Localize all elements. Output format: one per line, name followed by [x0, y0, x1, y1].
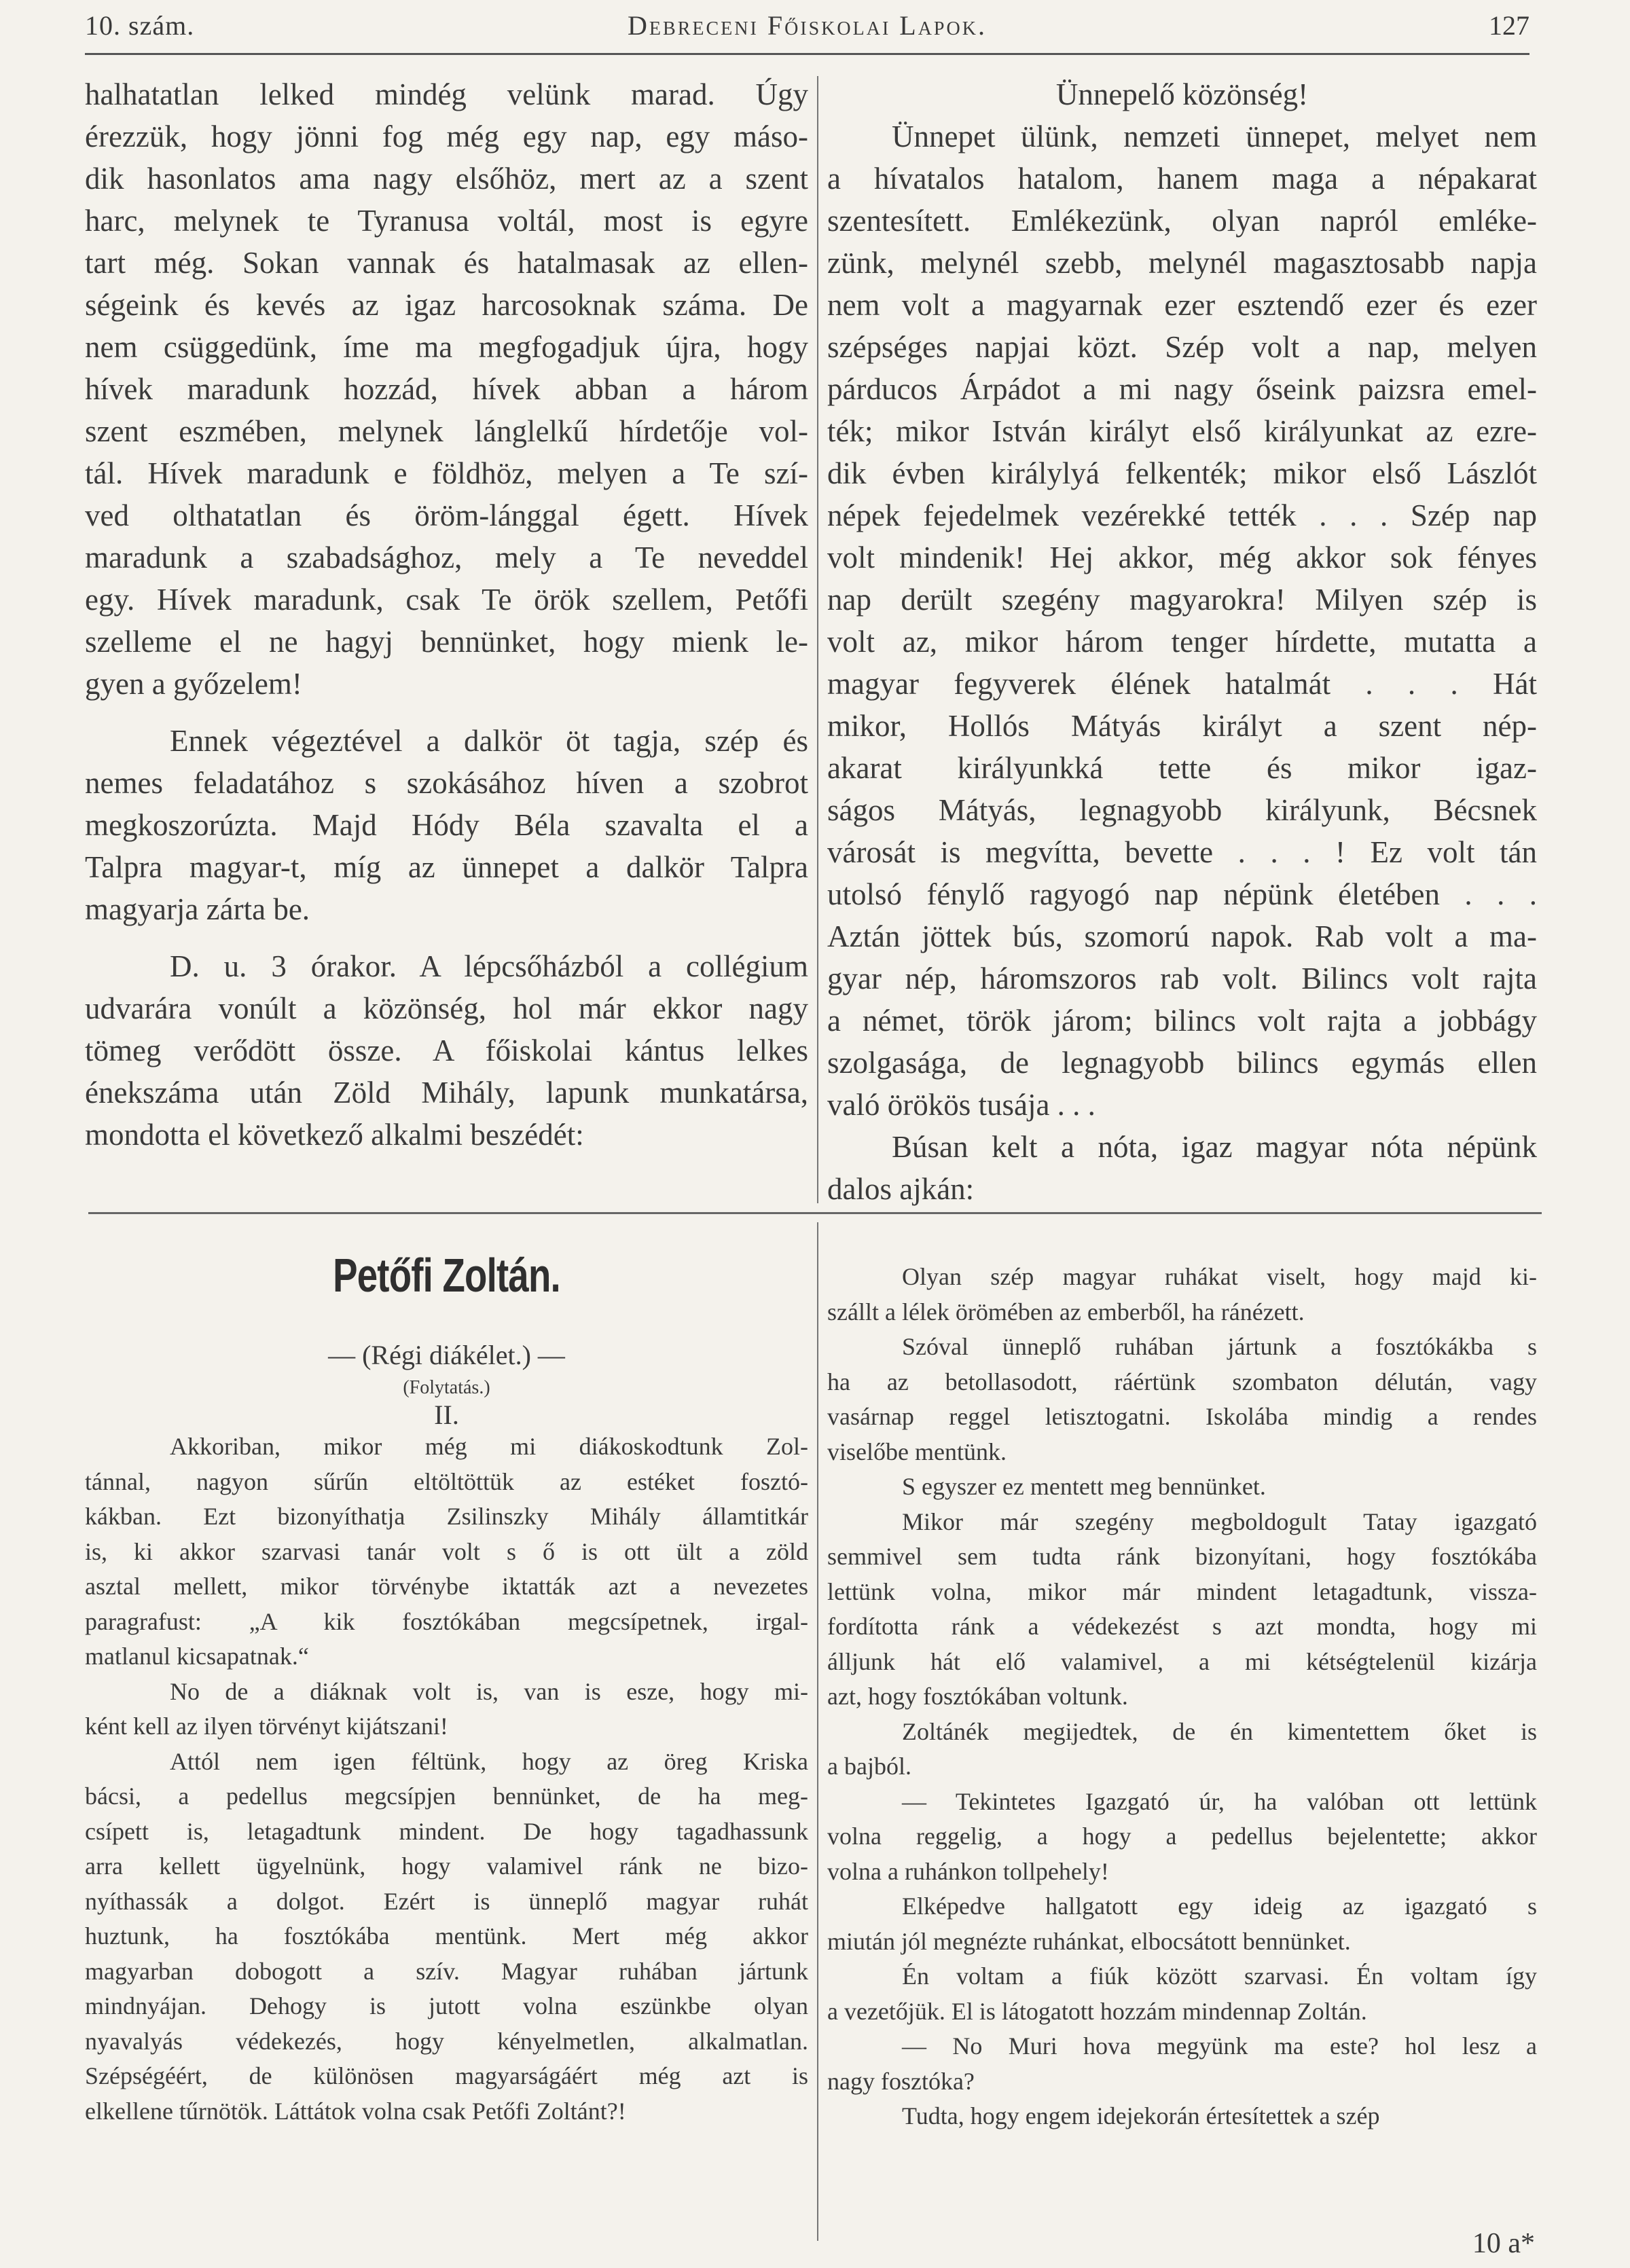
- text-line: zünk, melynél szebb, melynél magasztosabb napja: [827, 246, 1537, 280]
- text-line: magyar fegyverek élének hatalmát . . . Hát: [827, 667, 1537, 701]
- text-line: nem csüggedünk, íme ma megfogadjuk újra, hogy: [85, 330, 808, 364]
- running-head: [85, 10, 1529, 55]
- bottom-right-column: [827, 1260, 1537, 2134]
- text-line: fordította ránk a védekezést s azt mondta, hogy mi: [827, 1613, 1537, 1640]
- paragraph: [827, 1330, 1537, 1469]
- text-line: vasárnap reggel letisztogatni. Iskolába mindig a rendes: [827, 1403, 1537, 1430]
- paragraph: [85, 1744, 808, 2129]
- paragraph: [827, 73, 1537, 115]
- text-line: mondotta el következő alkalmi beszédét:: [85, 1118, 584, 1152]
- article-title: Petőfi Zoltán.: [333, 1249, 560, 1302]
- text-line: kákban. Ezt bizonyíthatja Zsilinszky Mihály államtitkár: [85, 1503, 808, 1530]
- text-line: asztal mellett, mikor törvénybe iktatták azt a nevezetes: [85, 1573, 808, 1600]
- text-line: szolgasága, de legnagyobb bilincs egymás ellen: [827, 1046, 1537, 1080]
- text-line: városát is megvítta, bevette . . . ! Ez volt tán: [827, 835, 1537, 869]
- text-line: akarat királyunkká tette és mikor igaz-: [827, 751, 1537, 785]
- article-subtitle: — (Régi diákélet.) —: [328, 1340, 565, 1370]
- text-line: ték; mikor István királyt első királyunkat az ezre-: [827, 414, 1537, 448]
- text-line: Mikor már szegény megboldogult Tatay igazgató: [902, 1507, 1537, 1535]
- text-line: a német, török járom; bilincs volt rajta a jobbágy: [827, 1004, 1537, 1038]
- text-line: tart még. Sokan vannak és hatalmasak az ellen-: [85, 246, 808, 280]
- text-line: elkellene tűrnötök. Láttátok volna csak Petőfi Zoltánt?!: [85, 2097, 626, 2125]
- text-line: dalos ajkán:: [827, 1172, 975, 1206]
- text-line: volt mindenik! Hej akkor, még akkor sok fényes: [827, 541, 1537, 574]
- paragraph: [827, 115, 1537, 1126]
- text-line: volna reggelig, a hogy a pedellus bejelentette; akkor: [827, 1823, 1537, 1850]
- text-line: megkoszorúzta. Majd Hódy Béla szavalta el a: [85, 808, 808, 842]
- text-line: Olyan szép magyar ruhákat viselt, hogy majd ki-: [902, 1263, 1537, 1290]
- text-line: volt az, mikor három tenger hírdette, mutatta a: [827, 625, 1537, 659]
- text-line: szépséges napjai közt. Szép volt a nap, melyen: [827, 330, 1537, 364]
- text-line: D. u. 3 órakor. A lépcsőházból a collégium: [170, 949, 808, 983]
- text-line: utolsó fénylő ragyogó nap népünk életében . . .: [827, 877, 1537, 911]
- top-left-column: [85, 73, 808, 1156]
- text-line: a bajból.: [827, 1753, 911, 1780]
- text-line: a vezetőjük. El is látogatott hozzám mindennap Zoltán.: [827, 1997, 1367, 2025]
- text-line: tál. Hívek maradunk e földhöz, melyen a Te szí-: [85, 456, 808, 490]
- text-line: Búsan kelt a nóta, igaz magyar nóta népünk: [892, 1130, 1537, 1164]
- paragraph: [827, 1126, 1537, 1210]
- text-line: nagy fosztóka?: [827, 2067, 975, 2095]
- text-line: — Tekintetes Igazgató úr, ha valóban ott lettünk: [902, 1787, 1537, 1815]
- text-line: ségeink és kevés az igaz harcosoknak száma. De: [85, 288, 808, 322]
- text-line: — No Muri hova megyünk ma este? hol lesz a: [902, 2032, 1537, 2060]
- text-line: hívek maradunk hozzád, hívek abban a három: [85, 372, 808, 406]
- text-line: Szépségéért, de különösen magyarságáért még azt is: [85, 2062, 808, 2089]
- text-line: Ennek végeztével a dalkör öt tagja, szép és: [170, 724, 808, 758]
- text-line: gyar nép, háromszoros rab volt. Bilincs volt rajta: [827, 962, 1537, 995]
- text-line: nemes feladatához s szokásához híven a szobrot: [85, 766, 808, 800]
- text-line: ságos Mátyás, legnagyobb királyunk, Bécsnek: [827, 793, 1537, 827]
- text-line: maradunk a szabadsághoz, mely a Te neveddel: [85, 541, 808, 574]
- text-line: lettünk volna, mikor már mindent letagadtunk, vissza-: [827, 1577, 1537, 1605]
- column-divider-top: [817, 76, 818, 1203]
- text-line: halhatatlan lelked mindég velünk marad. Úgy: [85, 77, 808, 111]
- text-line: Aztán jöttek bús, szomorú napok. Rab volt a ma-: [827, 919, 1537, 953]
- text-line: tánnal, nagyon sűrűn eltöltöttük az estéket fosztó-: [85, 1467, 808, 1495]
- text-line: ved olthatatlan és öröm-lánggal égett. Hívek: [85, 498, 808, 532]
- text-line: nem volt a magyarnak ezer esztendő ezer és ezer: [827, 288, 1537, 322]
- text-line: Ünnepelő közönség!: [1055, 77, 1309, 111]
- section-divider: [88, 1212, 1542, 1214]
- journal-title: Debreceni Főiskolai Lapok.: [628, 10, 987, 41]
- text-line: magyarban dobogott a szív. Magyar ruhában jártunk: [85, 1957, 808, 1985]
- text-line: a hívatalos hatalom, hanem maga a népakarat: [827, 162, 1537, 196]
- text-line: bácsi, a pedellus megcsípjen bennünket, de ha meg-: [85, 1782, 808, 1810]
- text-line: érezzük, hogy jönni fog még egy nap, egy máso-: [85, 120, 808, 153]
- continuation-note: (Folytatás.): [403, 1377, 490, 1398]
- text-line: paragrafust: „A kik fosztókában megcsípetnek, irgal-: [85, 1607, 808, 1635]
- text-line: viselőbe mentünk.: [827, 1438, 1007, 1465]
- page-number: 127: [1489, 10, 1529, 41]
- text-line: nap derült szegény magyarokra! Milyen szép is: [827, 583, 1537, 617]
- text-line: huztunk, ha fosztókába mentünk. Mert még akkor: [85, 1922, 808, 1950]
- text-line: gyen a győzelem!: [85, 667, 302, 701]
- paragraph: [827, 1959, 1537, 2029]
- paragraph: [827, 2029, 1537, 2099]
- paragraph: [85, 1675, 808, 1744]
- text-line: népek fejedelmek vezérekké tették . . . Szép nap: [827, 498, 1537, 532]
- text-line: Talpra magyar-t, míg az ünnepet a dalkör Talpra: [85, 850, 808, 884]
- paragraph: [85, 945, 808, 1156]
- text-line: szentesített. Emlékezünk, olyan napról emléke-: [827, 204, 1537, 238]
- text-line: Elképedve hallgatott egy ideig az igazgató s: [902, 1892, 1537, 1920]
- paragraph: [827, 1715, 1537, 1785]
- text-line: No de a diáknak volt is, van is esze, hogy mi-: [170, 1677, 808, 1705]
- text-line: nyavalyás védekezés, hogy kényelmetlen, alkalmatlan.: [85, 2027, 808, 2055]
- paragraph: [827, 1469, 1537, 1505]
- text-line: párducos Árpádot a mi nagy őseink paizsra emel-: [827, 372, 1537, 406]
- text-line: álljunk hát elő valamivel, a mi kétségtelenül kizárja: [827, 1647, 1537, 1675]
- issue-number: 10. szám.: [85, 10, 195, 41]
- text-line: azt, hogy fosztókában voltunk.: [827, 1683, 1128, 1710]
- text-line: egy. Hívek maradunk, csak Te örök szellem, Petőfi: [85, 583, 808, 617]
- text-line: szent eszmében, melynek lánglelkű hírdetője vol-: [85, 414, 808, 448]
- text-line: dik hasonlatos ama nagy elsőhöz, mert az a szent: [85, 162, 808, 196]
- text-line: miután jól megnézte ruhánkat, elbocsátott bennünket.: [827, 1927, 1351, 1955]
- text-line: csípett is, letagadtunk mindent. De hogy tagadhassunk: [85, 1817, 808, 1845]
- text-line: Tudta, hogy engem idejekorán értesítettek a szép: [902, 2102, 1380, 2129]
- text-line: ha az betollasodott, ráértünk szombaton délután, vagy: [827, 1368, 1537, 1395]
- section-number: II.: [434, 1400, 459, 1430]
- text-line: nyíthassák a dolgot. Ezért is ünneplő magyar ruhát: [85, 1887, 808, 1915]
- text-line: Én voltam a fiúk között szarvasi. Én voltam így: [902, 1962, 1537, 1990]
- text-line: Attól nem igen féltünk, hogy az öreg Kriska: [170, 1747, 808, 1775]
- text-line: semmivel sem tudta ránk bizonyítani, hogy fosztókába: [827, 1543, 1537, 1570]
- text-line: való örökös tusája . . .: [827, 1088, 1095, 1122]
- text-line: udvarára vonúlt a közönség, hol már ekkor nagy: [85, 991, 808, 1025]
- text-line: Ünnepet ülünk, nemzeti ünnepet, melyet nem: [892, 120, 1537, 153]
- bottom-left-column: [85, 1429, 808, 2129]
- top-right-column: [827, 73, 1537, 1210]
- text-line: Zoltánék megijedtek, de én kimentettem őket is: [902, 1717, 1537, 1745]
- paragraph: [827, 1889, 1537, 1959]
- text-line: is, ki akkor szarvasi tanár volt s ő is ott ült a zöld: [85, 1537, 808, 1565]
- paragraph: [827, 2099, 1537, 2134]
- text-line: matlanul kicsapatnak.“: [85, 1643, 309, 1670]
- text-line: Szóval ünneplő ruhában jártunk a fosztókákba s: [902, 1333, 1537, 1360]
- text-line: volna a ruhánkon tollpehely!: [827, 1857, 1109, 1885]
- paragraph: [827, 1785, 1537, 1890]
- signature-mark: 10 a*: [1472, 2228, 1535, 2259]
- text-line: énekszáma után Zöld Mihály, lapunk munkatársa,: [85, 1076, 808, 1110]
- text-line: ként kell az ilyen törvényt kijátszani!: [85, 1713, 448, 1740]
- text-line: magyarja zárta be.: [85, 892, 310, 926]
- text-line: szállt a lélek örömében az emberből, ha ránézett.: [827, 1298, 1305, 1325]
- paragraph: [85, 1429, 808, 1675]
- text-line: mindnyájan. Dehogy is jutott volna eszünkbe olyan: [85, 1992, 808, 2019]
- paragraph: [827, 1505, 1537, 1715]
- text-line: mikor, Hollós Mátyás királyt a szent nép-: [827, 709, 1537, 743]
- text-line: arra kellett ügyelnünk, hogy valamivel ránk ne bizo-: [85, 1852, 808, 1880]
- text-line: tömeg verődött össze. A főiskolai kántus lelkes: [85, 1034, 808, 1067]
- column-divider-bottom: [817, 1222, 818, 2241]
- text-line: S egyszer ez mentett meg bennünket.: [902, 1473, 1266, 1500]
- text-line: Akkoriban, mikor még mi diákoskodtunk Zol-: [170, 1433, 808, 1460]
- text-line: szelleme el ne hagyj bennünket, hogy mienk le-: [85, 625, 808, 659]
- paragraph: [827, 1260, 1537, 1330]
- text-line: harc, melynek te Tyranusa voltál, most is egyre: [85, 204, 808, 238]
- paragraph: [85, 73, 808, 705]
- text-line: dik évben királylyá felkenték; mikor első Lászlót: [827, 456, 1537, 490]
- paragraph: [85, 720, 808, 930]
